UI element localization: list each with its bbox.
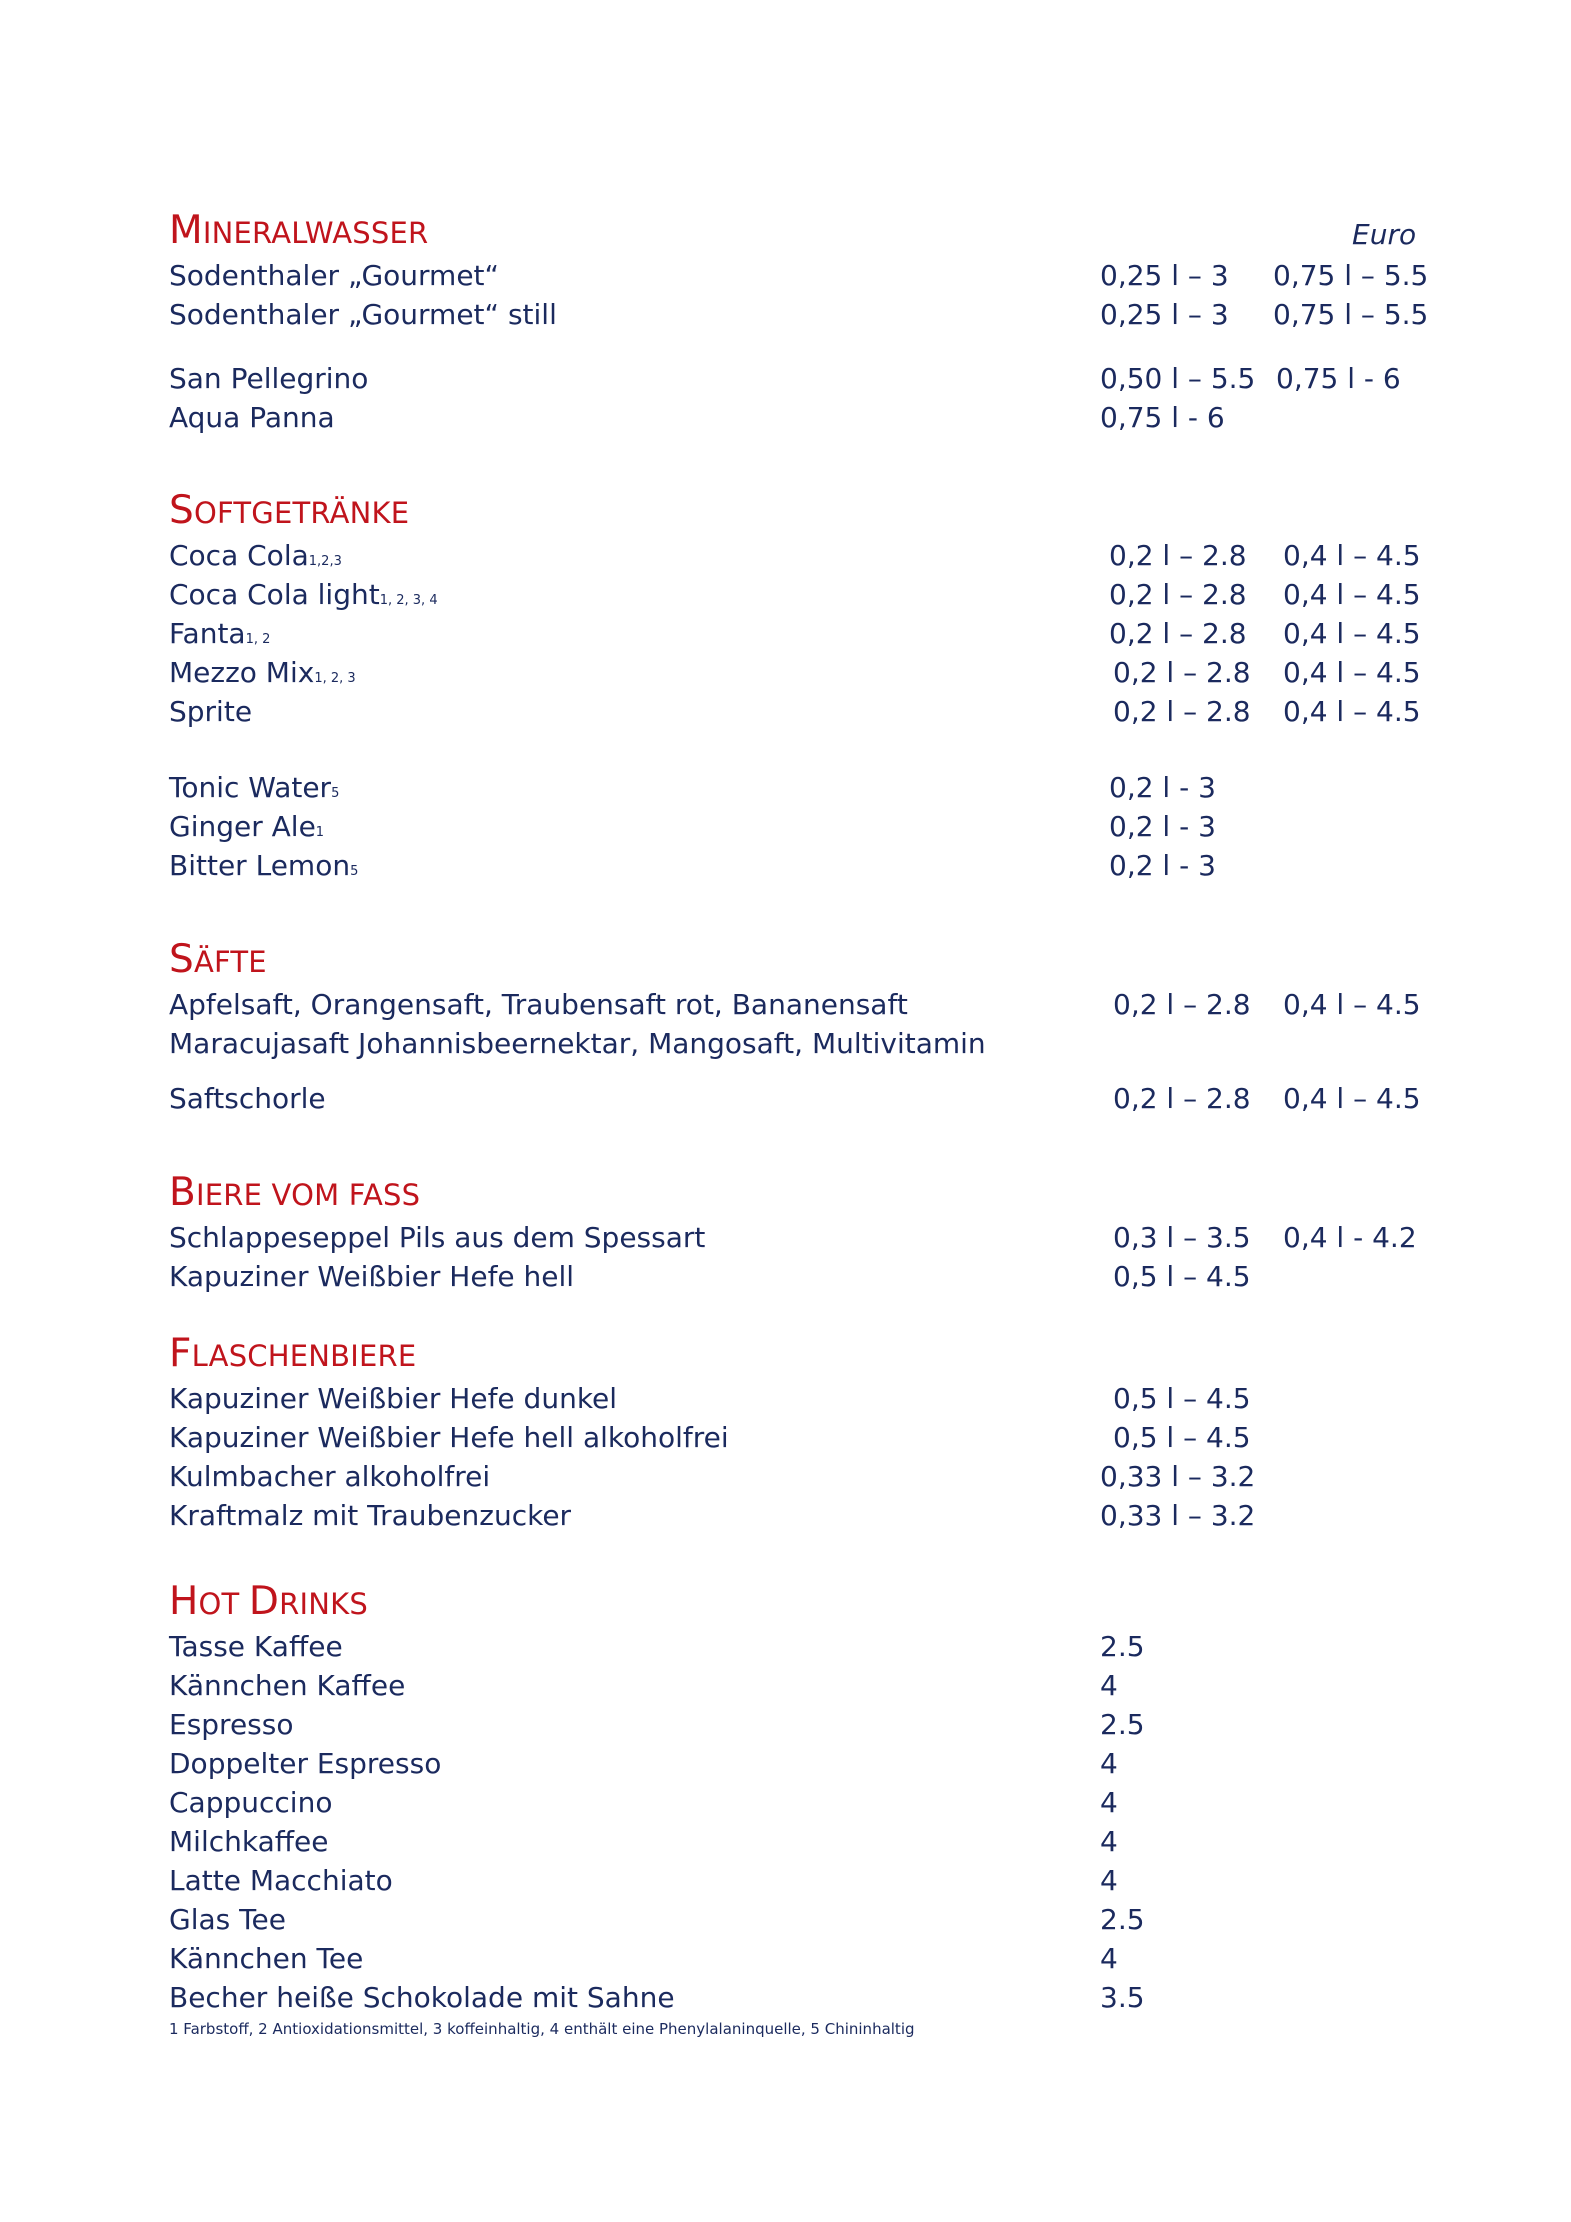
item-price-small: 0,5 l – 4.5 [1113, 1260, 1251, 1293]
item-name: Aqua Panna [169, 401, 335, 434]
item-price: 4 [1100, 1786, 1118, 1819]
item-name: Espresso [169, 1708, 294, 1741]
item-price-small: 0,25 l – 3 [1100, 259, 1229, 292]
item-name: San Pellegrino [169, 362, 369, 395]
heading-biere-vom-fass: BIERE VOM FASS [169, 1170, 421, 1215]
menu-item [169, 1457, 1419, 1497]
item-price-large: 0,4 l – 4.5 [1283, 539, 1421, 572]
menu-item [169, 1666, 1419, 1706]
heading-softgetraenke: SOFTGETRÄNKE [169, 488, 410, 533]
item-price-small: 0,2 l - 3 [1109, 810, 1216, 843]
menu-item [169, 653, 1419, 693]
item-price-large: 0,75 l - 6 [1276, 362, 1401, 395]
item-price-large: 0,4 l – 4.5 [1283, 1082, 1421, 1115]
heading-saefte: SÄFTE [169, 937, 267, 982]
menu-item [169, 1822, 1419, 1862]
additives-footnote: 1 Farbstoff, 2 Antioxidationsmittel, 3 koffeinhaltig, 4 enthält eine Phenylalaninquelle, 5 Chininhaltig [169, 2020, 915, 2038]
menu-item [169, 1496, 1419, 1536]
menu-item [169, 768, 1419, 808]
menu-item [169, 359, 1419, 399]
item-price-large: 0,4 l – 4.5 [1283, 656, 1421, 689]
item-name: Milchkaffee [169, 1825, 329, 1858]
item-price: 2.5 [1100, 1630, 1145, 1663]
item-price: 4 [1100, 1864, 1118, 1897]
additive-note: 1, 2, 3 [314, 671, 356, 686]
item-name: Tasse Kaffee [169, 1630, 343, 1663]
additive-note: 1, 2 [245, 632, 271, 647]
additive-note: 5 [331, 786, 340, 801]
item-name: Kraftmalz mit Traubenzucker [169, 1499, 572, 1532]
item-name: Bitter Lemon5 [169, 849, 359, 882]
item-name: Kulmbacher alkoholfrei [169, 1460, 491, 1493]
menu-item [169, 807, 1419, 847]
item-name: Schlappeseppel Pils aus dem Spessart [169, 1221, 706, 1254]
item-name: Sodenthaler „Gourmet“ [169, 259, 500, 292]
item-name: Sprite [169, 695, 253, 728]
additive-note: 1 [315, 825, 325, 840]
item-name: Maracujasaft Johannisbeernektar, Mangosaft, Multivitamin [169, 1027, 986, 1060]
menu-item [169, 1705, 1419, 1745]
menu-item [169, 985, 1419, 1025]
item-price-small: 0,75 l - 6 [1100, 401, 1225, 434]
item-price: 4 [1100, 1747, 1118, 1780]
item-price-large: 0,4 l – 4.5 [1283, 578, 1421, 611]
item-name: Cappuccino [169, 1786, 333, 1819]
item-price-small: 0,2 l – 2.8 [1109, 617, 1247, 650]
menu-item [169, 1257, 1419, 1297]
item-price-large: 0,4 l – 4.5 [1283, 617, 1421, 650]
item-name: Glas Tee [169, 1903, 286, 1936]
item-price-large: 0,75 l – 5.5 [1273, 259, 1429, 292]
menu-item [169, 1861, 1419, 1901]
item-price: 3.5 [1100, 1981, 1145, 2014]
item-name: Apfelsaft, Orangensaft, Traubensaft rot, Bananensaft [169, 988, 908, 1021]
menu-item [169, 1418, 1419, 1458]
heading-hot-drinks: HOT DRINKS [169, 1579, 368, 1624]
item-price-small: 0,2 l – 2.8 [1109, 578, 1247, 611]
item-price-small: 0,50 l – 5.5 [1100, 362, 1256, 395]
item-price-large: 0,4 l – 4.5 [1283, 988, 1421, 1021]
menu-item [169, 1939, 1419, 1979]
menu-item [169, 1978, 1419, 2018]
menu-item [169, 575, 1419, 615]
item-price-small: 0,25 l – 3 [1100, 298, 1229, 331]
menu-item [169, 614, 1419, 654]
item-price: 4 [1100, 1669, 1118, 1702]
item-name: Tonic Water5 [169, 771, 340, 804]
item-price-large: 0,75 l – 5.5 [1273, 298, 1429, 331]
additive-note: 1,2,3 [308, 554, 342, 569]
menu-item [169, 1744, 1419, 1784]
item-price-small: 0,33 l – 3.2 [1100, 1499, 1256, 1532]
heading-flaschenbiere: FLASCHENBIERE [169, 1331, 417, 1376]
item-price-small: 0,33 l – 3.2 [1100, 1460, 1256, 1493]
item-name: Coca Cola1,2,3 [169, 539, 342, 572]
heading-mineralwasser: MINERALWASSER [169, 208, 429, 253]
item-name: Kapuziner Weißbier Hefe dunkel [169, 1382, 618, 1415]
item-name: Coca Cola light1, 2, 3, 4 [169, 578, 438, 611]
menu-item [169, 536, 1419, 576]
menu-item [169, 1900, 1419, 1940]
item-price-small: 0,2 l – 2.8 [1113, 695, 1251, 728]
item-price-large: 0,4 l – 4.5 [1283, 695, 1421, 728]
item-price-small: 0,5 l – 4.5 [1113, 1421, 1251, 1454]
item-price-small: 0,2 l - 3 [1109, 771, 1216, 804]
menu-item [169, 1024, 1419, 1064]
item-price: 2.5 [1100, 1708, 1145, 1741]
additive-note: 1, 2, 3, 4 [379, 593, 438, 608]
item-name: Fanta1, 2 [169, 617, 271, 650]
additive-note: 5 [350, 864, 359, 879]
item-name: Ginger Ale1 [169, 810, 325, 843]
item-price: 4 [1100, 1825, 1118, 1858]
menu-item [169, 1379, 1419, 1419]
item-name: Mezzo Mix1, 2, 3 [169, 656, 356, 689]
item-price-small: 0,2 l – 2.8 [1113, 1082, 1251, 1115]
item-name: Sodenthaler „Gourmet“ still [169, 298, 557, 331]
item-name: Saftschorle [169, 1082, 326, 1115]
item-name: Kapuziner Weißbier Hefe hell alkoholfrei [169, 1421, 729, 1454]
item-price-small: 0,2 l - 3 [1109, 849, 1216, 882]
item-name: Doppelter Espresso [169, 1747, 442, 1780]
item-name: Kapuziner Weißbier Hefe hell [169, 1260, 575, 1293]
item-price-small: 0,2 l – 2.8 [1113, 656, 1251, 689]
menu-item [169, 846, 1419, 886]
menu-item [169, 256, 1429, 296]
menu-item [169, 692, 1419, 732]
item-price: 4 [1100, 1942, 1118, 1975]
item-price-small: 0,5 l – 4.5 [1113, 1382, 1251, 1415]
item-name: Becher heiße Schokolade mit Sahne [169, 1981, 675, 2014]
menu-item [169, 1627, 1419, 1667]
menu-item [169, 1783, 1419, 1823]
menu-item [169, 1218, 1419, 1258]
item-price-small: 0,2 l – 2.8 [1109, 539, 1247, 572]
item-price-small: 0,3 l – 3.5 [1113, 1221, 1251, 1254]
currency-label: Euro [1352, 218, 1417, 251]
item-price: 2.5 [1100, 1903, 1145, 1936]
item-price-small: 0,2 l – 2.8 [1113, 988, 1251, 1021]
menu-item [169, 398, 1419, 438]
menu-item [169, 295, 1429, 335]
item-name: Kännchen Tee [169, 1942, 364, 1975]
item-name: Kännchen Kaffee [169, 1669, 406, 1702]
menu-item [169, 1079, 1419, 1119]
item-price-large: 0,4 l - 4.2 [1283, 1221, 1417, 1254]
item-name: Latte Macchiato [169, 1864, 393, 1897]
